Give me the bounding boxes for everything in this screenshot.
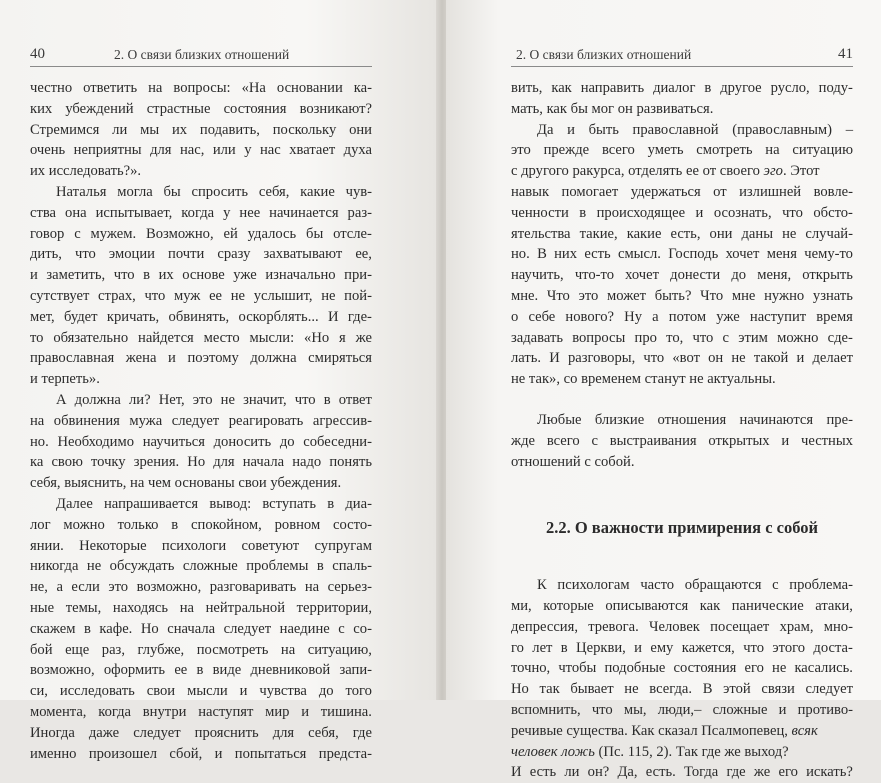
- right-page-body: [511, 78, 853, 783]
- italic-quote: человек ложь: [511, 743, 595, 760]
- text-line: вспомнить, что мы, люди,– сложные и противо-: [511, 701, 853, 718]
- left-page: [0, 0, 438, 762]
- text-line: не, а если это возможно, разговаривать на серьез-: [30, 579, 372, 596]
- section-title: 2.2. О важности примирения с собой: [545, 518, 819, 538]
- text-line: с другого ракурса, отделять ее от своего эго . Этот: [511, 161, 853, 182]
- text-line: ких убеждений страстные состояния возникают?: [30, 100, 372, 117]
- text-line: честно ответить на вопросы: «На основании ка-: [30, 80, 372, 96]
- text-line: момента, когда внутри наступят мир и тишина.: [30, 703, 372, 720]
- text-line: ства она испытывает, когда у нее начинается раз-: [30, 204, 372, 221]
- left-page-header: [30, 44, 372, 67]
- text-line: возможно, оформить ее в виде дневниковой запи-: [30, 662, 372, 679]
- page-number: 40: [30, 46, 45, 62]
- page-number: 41: [838, 46, 853, 62]
- text-line: но. В них есть смысл. Господь хочет меня чему-то: [511, 246, 853, 263]
- text-line: православная жена и поэтому должна смиряться: [30, 350, 372, 367]
- text-line: Да и быть православной (православным) –: [537, 121, 853, 138]
- text-line: навык помогает удержаться от излишней вовле-: [511, 183, 853, 200]
- text-line: Далее напрашивается вывод: вступать в диа-: [56, 495, 372, 512]
- text-line: мне. Что это может быть? Что мне нужно узнать: [511, 287, 853, 304]
- running-header: 2. О связи близких отношений: [114, 47, 290, 62]
- left-page-body: [30, 78, 372, 764]
- text-line: очень неприятны для нас, или у нас хватает духа: [30, 142, 372, 159]
- text-line: речивые существа. Как сказал Псалмопевец, всяк: [511, 721, 853, 742]
- text-line: сутствует страх, что муж ее не услышит, не пой-: [30, 287, 372, 304]
- text-line: си, исследовать свои мысли и чувства до того: [30, 683, 372, 700]
- italic-term: эго: [763, 163, 783, 180]
- text-line: никогда не обсуждать сложные проблемы в спаль-: [30, 558, 372, 575]
- text-line: человек ложь (Пс. 115, 2). Так где же выход?: [511, 742, 853, 763]
- text-line: говор с мужем. Возможно, ей удалось бы отсле-: [30, 225, 372, 242]
- text-line: то обязательно найдется место мысли: «Но я же: [30, 329, 372, 346]
- text-line: Наталья могла бы спросить себя, какие чув-: [56, 183, 372, 200]
- right-page-header: [511, 44, 853, 67]
- text-line: их исследовать?».: [30, 163, 142, 180]
- running-header: 2. О связи близких отношений: [516, 47, 692, 62]
- text-line: не так», со временем станут не актуальны.: [511, 371, 776, 388]
- text-line: го лет в Церкви, и ему кажется, что этого доста-: [511, 639, 853, 656]
- text-line: ные темы, находясь на нейтральной территории,: [30, 599, 372, 616]
- text-line: дить, что эмоции почти сразу захватывают ее,: [30, 246, 372, 263]
- text-line: себя, выяснить, на чем основаны свои убеждения.: [30, 475, 342, 492]
- text-line: это прежде всего уметь смотреть на ситуацию: [511, 142, 853, 159]
- text-line: бой еще раз, глубже, посмотреть на ситуацию,: [30, 641, 372, 658]
- text-line: и заметить, что в их основе уже изначально при-: [30, 267, 372, 284]
- right-page: [446, 0, 881, 781]
- text-line: ка свою точку зрения. Но для начала надо понять: [30, 454, 372, 471]
- text-line: И есть ли он? Да, есть. Тогда где же его искать?: [511, 764, 853, 781]
- text-line: А должна ли? Нет, это не значит, что в ответ: [56, 391, 372, 408]
- text-line: ятельства такие, какие есть, они даны не случай-: [511, 225, 853, 242]
- text-line: именно произошел сбой, и попытаться предста-: [30, 745, 372, 762]
- text-line: депрессия, тревога. Человек посещает храм, мно-: [511, 618, 853, 635]
- text-line: научить, что-то хочет донести до меня, открыть: [511, 267, 853, 284]
- text-line: ми, которые описываются как панические атаки,: [511, 597, 853, 614]
- text-line: вить, как направить диалог в другое русло, поду-: [511, 80, 853, 96]
- text-line: отношений с собой.: [511, 453, 635, 470]
- text-line: янии. Некоторые психологи советуют супругам: [30, 537, 372, 554]
- text-line: но. Необходимо научиться доносить до собеседни-: [30, 433, 372, 450]
- text-line: задавать вопросы про то, что с этим можно сде-: [511, 329, 853, 346]
- text-line: ченности в происходящее и осознать, что обсто-: [511, 204, 853, 221]
- text-line: мать, как бы мог он развиваться.: [511, 100, 714, 117]
- text-line: точно, чтобы подобные состояния его не касались.: [511, 660, 853, 677]
- text-line: Любые близкие отношения начинаются пре-: [537, 411, 853, 428]
- text-line: Стремимся ли мы их подавить, поскольку они: [30, 121, 372, 138]
- text-line: и терпеть».: [30, 371, 100, 388]
- text-line: Иногда даже следует прояснить для себя, где: [30, 724, 372, 741]
- text-line: на обвинения мужа следует реагировать агрессив-: [30, 412, 372, 429]
- text-line: мет, будет кричать, обвинять, оскорблять... И где-: [30, 308, 372, 325]
- text-line: жде всего с выстраивания открытых и честных: [511, 432, 853, 449]
- text-line: лог можно только в спокойном, ровном состо-: [30, 516, 372, 533]
- text-line: К психологам часто обращаются с проблема-: [537, 577, 853, 594]
- text-line: о себе нового? Ну а потом уже наступит время: [511, 308, 853, 325]
- italic-quote: всяк: [791, 722, 818, 739]
- text-line: Но так бывает не всегда. В этой связи следует: [511, 681, 853, 698]
- text-line: скажем в кафе. Но сначала следует наедине с со-: [30, 620, 372, 637]
- text-line: лать. И разговоры, что «вот он не такой и делает: [511, 350, 853, 367]
